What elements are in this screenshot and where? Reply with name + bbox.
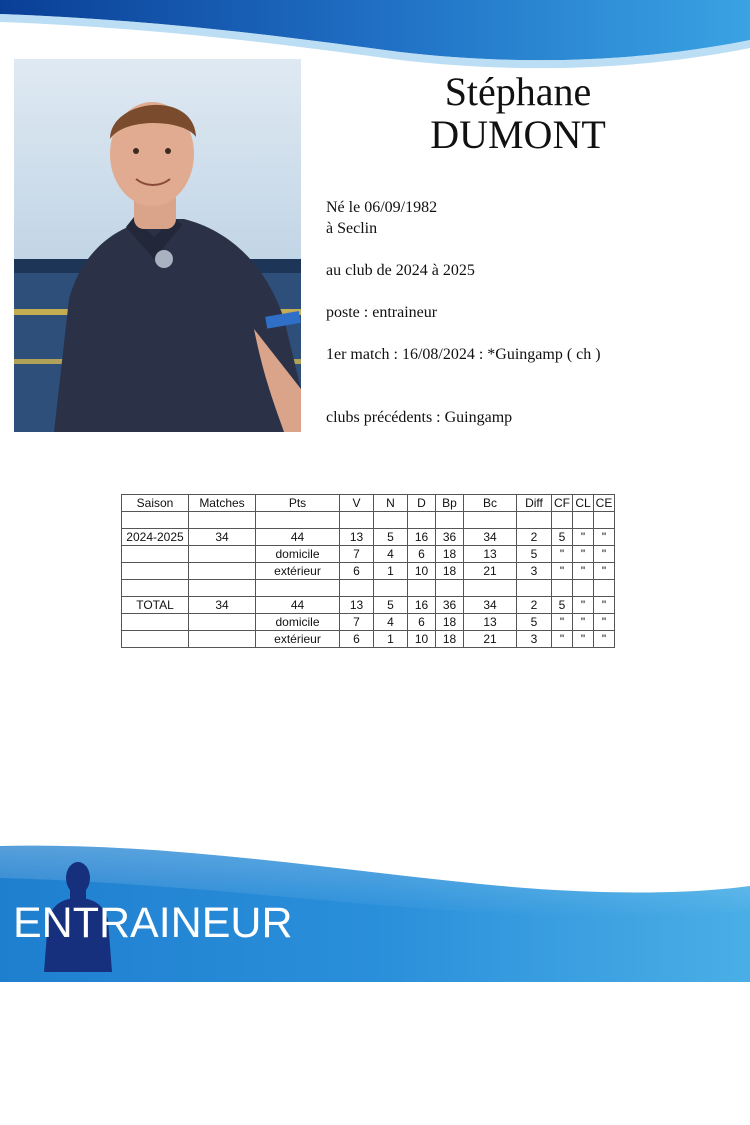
table-cell: [122, 563, 189, 580]
table-cell: ": [594, 529, 615, 546]
table-cell: [122, 512, 189, 529]
table-cell: 10: [408, 631, 436, 648]
table-cell: ": [573, 614, 594, 631]
previous-clubs: clubs précédents : Guingamp: [326, 409, 513, 426]
table-cell: 36: [436, 529, 464, 546]
role-title: ENTRAINEUR: [13, 899, 293, 947]
table-cell: ": [594, 546, 615, 563]
table-cell: [594, 580, 615, 597]
table-row: [122, 546, 615, 563]
table-cell: 6: [408, 546, 436, 563]
table-cell: ": [594, 563, 615, 580]
table-row: [122, 580, 615, 597]
coach-first-name: Stéphane: [444, 69, 592, 114]
table-cell: [122, 580, 189, 597]
table-cell: 6: [408, 614, 436, 631]
table-cell: extérieur: [256, 563, 340, 580]
table-cell: [256, 512, 340, 529]
table-cell: 36: [436, 597, 464, 614]
table-cell: [517, 512, 552, 529]
table-cell: 2024-2025: [122, 529, 189, 546]
table-cell: 44: [256, 597, 340, 614]
coach-last-name: DUMONT: [430, 112, 606, 157]
table-cell: 3: [517, 631, 552, 648]
table-cell: [374, 580, 408, 597]
table-cell: 5: [552, 597, 573, 614]
table-cell: 2: [517, 529, 552, 546]
header-cell: CL: [573, 495, 594, 512]
table-cell: [122, 614, 189, 631]
header-cell: Matches: [189, 495, 256, 512]
stats-table: [121, 494, 615, 648]
table-cell: 18: [436, 631, 464, 648]
table-cell: 10: [408, 563, 436, 580]
birth-place: à Seclin: [326, 220, 378, 237]
table-cell: [340, 580, 374, 597]
table-cell: ": [594, 597, 615, 614]
club-period: au club de 2024 à 2025: [326, 262, 475, 279]
table-cell: ": [594, 614, 615, 631]
table-cell: [573, 512, 594, 529]
coach-name: [400, 70, 636, 156]
stats-header-row: [122, 495, 615, 512]
table-cell: 5: [374, 597, 408, 614]
table-cell: 3: [517, 563, 552, 580]
table-cell: ": [552, 546, 573, 563]
table-cell: [517, 580, 552, 597]
table-cell: domicile: [256, 614, 340, 631]
table-cell: 18: [436, 614, 464, 631]
table-cell: [122, 631, 189, 648]
table-cell: extérieur: [256, 631, 340, 648]
table-cell: 5: [517, 546, 552, 563]
birth-date: Né le 06/09/1982: [326, 199, 438, 216]
table-cell: 4: [374, 614, 408, 631]
table-cell: [189, 546, 256, 563]
header-cell: Diff: [517, 495, 552, 512]
header-cell: D: [408, 495, 436, 512]
header-cell: Bc: [464, 495, 517, 512]
table-cell: [189, 563, 256, 580]
table-cell: ": [573, 597, 594, 614]
header-cell: N: [374, 495, 408, 512]
position: poste : entraineur: [326, 304, 438, 321]
table-cell: 34: [464, 529, 517, 546]
table-cell: 7: [340, 546, 374, 563]
table-row: [122, 614, 615, 631]
table-cell: 1: [374, 563, 408, 580]
table-cell: 13: [464, 614, 517, 631]
header-cell: CF: [552, 495, 573, 512]
table-cell: 6: [340, 563, 374, 580]
table-cell: [122, 546, 189, 563]
table-cell: 2: [517, 597, 552, 614]
table-row: [122, 563, 615, 580]
table-cell: 21: [464, 631, 517, 648]
header-cell: CE: [594, 495, 615, 512]
table-cell: [374, 512, 408, 529]
table-cell: [594, 512, 615, 529]
table-cell: [436, 580, 464, 597]
first-match: 1er match : 16/08/2024 : *Guingamp ( ch ): [326, 346, 601, 363]
table-cell: 18: [436, 546, 464, 563]
table-cell: ": [552, 614, 573, 631]
table-cell: ": [573, 631, 594, 648]
table-cell: [340, 512, 374, 529]
table-cell: ": [573, 563, 594, 580]
table-cell: [408, 580, 436, 597]
table-cell: [552, 512, 573, 529]
table-cell: 34: [464, 597, 517, 614]
table-cell: [436, 512, 464, 529]
table-cell: 6: [340, 631, 374, 648]
table-cell: 13: [340, 529, 374, 546]
table-cell: 34: [189, 597, 256, 614]
table-cell: 44: [256, 529, 340, 546]
header-cell: Bp: [436, 495, 464, 512]
table-cell: [552, 580, 573, 597]
table-cell: 5: [552, 529, 573, 546]
table-cell: [408, 512, 436, 529]
table-cell: [256, 580, 340, 597]
stats-body: [122, 512, 615, 648]
coach-photo: [14, 59, 301, 432]
portrait-illustration: [14, 59, 301, 432]
table-cell: ": [594, 631, 615, 648]
table-cell: 4: [374, 546, 408, 563]
table-cell: [464, 512, 517, 529]
table-cell: ": [552, 631, 573, 648]
table-row: [122, 529, 615, 546]
table-row: [122, 631, 615, 648]
table-cell: 5: [517, 614, 552, 631]
table-cell: 16: [408, 529, 436, 546]
table-row: [122, 597, 615, 614]
header-cell: V: [340, 495, 374, 512]
table-cell: [573, 580, 594, 597]
header-cell: Saison: [122, 495, 189, 512]
table-cell: ": [573, 546, 594, 563]
table-cell: 13: [464, 546, 517, 563]
table-cell: domicile: [256, 546, 340, 563]
table-cell: [189, 614, 256, 631]
table-cell: ": [573, 529, 594, 546]
header-cell: Pts: [256, 495, 340, 512]
table-cell: 1: [374, 631, 408, 648]
table-cell: ": [552, 563, 573, 580]
table-cell: [189, 512, 256, 529]
table-row: [122, 512, 615, 529]
table-cell: 16: [408, 597, 436, 614]
table-cell: TOTAL: [122, 597, 189, 614]
table-cell: 34: [189, 529, 256, 546]
table-cell: [189, 580, 256, 597]
table-cell: [464, 580, 517, 597]
table-cell: 5: [374, 529, 408, 546]
table-cell: 7: [340, 614, 374, 631]
table-cell: 21: [464, 563, 517, 580]
table-cell: [189, 631, 256, 648]
table-cell: 18: [436, 563, 464, 580]
table-cell: 13: [340, 597, 374, 614]
